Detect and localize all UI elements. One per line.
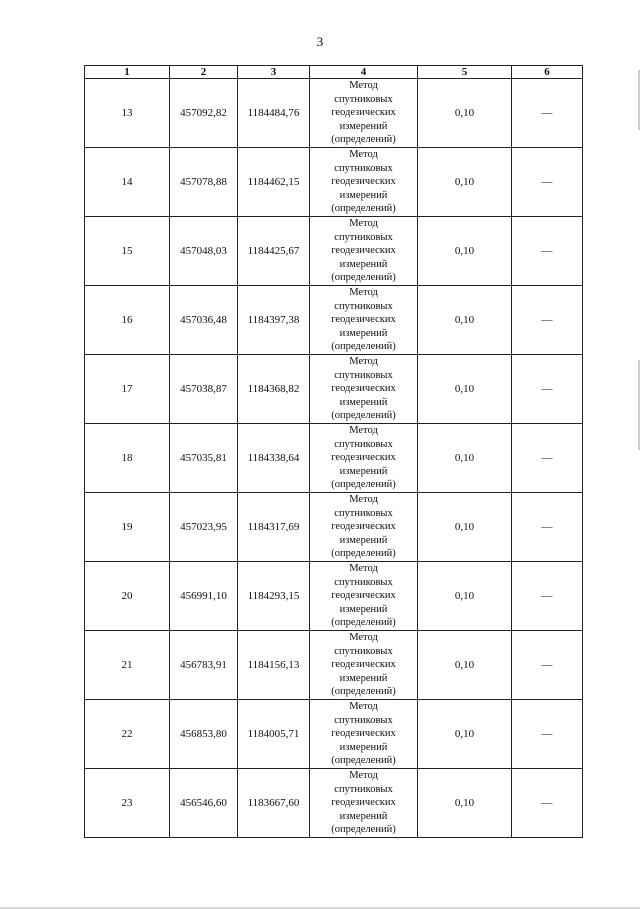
note-dash: — (541, 107, 553, 119)
point-number-cell: 14 (85, 148, 170, 217)
table-row (85, 286, 583, 355)
method-line: (определений) (331, 824, 396, 836)
note-dash: — (541, 383, 553, 395)
method-cell (310, 562, 418, 631)
method-line: геодезических (331, 797, 396, 809)
note-dash: — (541, 245, 553, 257)
note-cell (512, 217, 583, 286)
method-line: Метод (349, 770, 378, 782)
y-coordinate-cell: 1184156,13 (238, 631, 310, 700)
point-number-cell: 23 (85, 769, 170, 838)
method-cell (310, 700, 418, 769)
table-body (85, 79, 583, 838)
point-number-cell: 18 (85, 424, 170, 493)
y-coordinate-cell: 1184005,71 (238, 700, 310, 769)
note-dash: — (541, 176, 553, 188)
method-line: Метод (349, 218, 378, 230)
x-coordinate-cell: 456991,10 (170, 562, 238, 631)
note-cell (512, 286, 583, 355)
method-line: (определений) (331, 410, 396, 422)
method-cell (310, 286, 418, 355)
method-line: (определений) (331, 617, 396, 629)
method-line: спутниковых (334, 369, 393, 381)
note-cell (512, 424, 583, 493)
method-line: геодезических (331, 107, 396, 119)
note-dash: — (541, 659, 553, 671)
method-line: (определений) (331, 755, 396, 767)
y-coordinate-cell: 1184293,15 (238, 562, 310, 631)
column-header-4: 4 (310, 66, 418, 79)
y-coordinate-cell: 1184338,64 (238, 424, 310, 493)
method-line: измерений (339, 534, 388, 546)
method-line: (определений) (331, 203, 396, 215)
method-line: Метод (349, 563, 378, 575)
method-cell (310, 217, 418, 286)
table-row (85, 79, 583, 148)
note-cell (512, 493, 583, 562)
point-number-cell: 19 (85, 493, 170, 562)
method-cell (310, 355, 418, 424)
method-cell (310, 493, 418, 562)
x-coordinate-cell: 456546,60 (170, 769, 238, 838)
method-line: Метод (349, 425, 378, 437)
x-coordinate-cell: 457036,48 (170, 286, 238, 355)
note-cell (512, 700, 583, 769)
point-number-cell: 20 (85, 562, 170, 631)
method-cell (310, 631, 418, 700)
method-cell (310, 769, 418, 838)
table-header-row (85, 66, 583, 79)
point-number-cell: 21 (85, 631, 170, 700)
point-number-cell: 16 (85, 286, 170, 355)
method-line: спутниковых (334, 645, 393, 657)
accuracy-cell: 0,10 (418, 217, 512, 286)
note-cell (512, 148, 583, 217)
y-coordinate-cell: 1184462,15 (238, 148, 310, 217)
method-line: спутниковых (334, 162, 393, 174)
column-header-1: 1 (85, 66, 170, 79)
method-line: измерений (339, 603, 388, 615)
table-row (85, 631, 583, 700)
note-cell (512, 355, 583, 424)
method-line: спутниковых (334, 576, 393, 588)
method-line: измерений (339, 465, 388, 477)
table-row (85, 769, 583, 838)
y-coordinate-cell: 1184425,67 (238, 217, 310, 286)
note-dash: — (541, 452, 553, 464)
method-line: геодезических (331, 521, 396, 533)
x-coordinate-cell: 456853,80 (170, 700, 238, 769)
x-coordinate-cell: 457092,82 (170, 79, 238, 148)
point-number-cell: 15 (85, 217, 170, 286)
method-line: (определений) (331, 341, 396, 353)
table-row (85, 562, 583, 631)
method-line: измерений (339, 741, 388, 753)
method-line: Метод (349, 701, 378, 713)
note-dash: — (541, 521, 553, 533)
x-coordinate-cell: 457078,88 (170, 148, 238, 217)
method-line: Метод (349, 149, 378, 161)
accuracy-cell: 0,10 (418, 631, 512, 700)
method-line: геодезических (331, 176, 396, 188)
method-line: спутниковых (334, 783, 393, 795)
x-coordinate-cell: 456783,91 (170, 631, 238, 700)
y-coordinate-cell: 1184397,38 (238, 286, 310, 355)
table-row (85, 424, 583, 493)
accuracy-cell: 0,10 (418, 562, 512, 631)
method-cell (310, 424, 418, 493)
coordinates-table (84, 65, 583, 838)
method-line: измерений (339, 120, 388, 132)
method-line: спутниковых (334, 438, 393, 450)
method-line: геодезических (331, 659, 396, 671)
method-line: измерений (339, 396, 388, 408)
accuracy-cell: 0,10 (418, 493, 512, 562)
note-cell (512, 631, 583, 700)
y-coordinate-cell: 1184484,76 (238, 79, 310, 148)
table-row (85, 700, 583, 769)
note-dash: — (541, 590, 553, 602)
method-line: измерений (339, 258, 388, 270)
method-line: (определений) (331, 479, 396, 491)
x-coordinate-cell: 457048,03 (170, 217, 238, 286)
method-line: спутниковых (334, 714, 393, 726)
column-header-5: 5 (418, 66, 512, 79)
y-coordinate-cell: 1184368,82 (238, 355, 310, 424)
page-number: 3 (316, 34, 324, 49)
method-line: (определений) (331, 272, 396, 284)
method-line: Метод (349, 80, 378, 92)
note-dash: — (541, 797, 553, 809)
accuracy-cell: 0,10 (418, 355, 512, 424)
accuracy-cell: 0,10 (418, 700, 512, 769)
method-line: спутниковых (334, 231, 393, 243)
method-line: спутниковых (334, 93, 393, 105)
accuracy-cell: 0,10 (418, 286, 512, 355)
method-cell (310, 79, 418, 148)
method-cell (310, 148, 418, 217)
accuracy-cell: 0,10 (418, 148, 512, 217)
y-coordinate-cell: 1183667,60 (238, 769, 310, 838)
x-coordinate-cell: 457038,87 (170, 355, 238, 424)
accuracy-cell: 0,10 (418, 79, 512, 148)
point-number-cell: 17 (85, 355, 170, 424)
table-row (85, 355, 583, 424)
note-dash: — (541, 728, 553, 740)
table-row (85, 493, 583, 562)
accuracy-cell: 0,10 (418, 424, 512, 493)
y-coordinate-cell: 1184317,69 (238, 493, 310, 562)
note-cell (512, 79, 583, 148)
method-line: геодезических (331, 383, 396, 395)
method-line: измерений (339, 672, 388, 684)
method-line: (определений) (331, 686, 396, 698)
method-line: Метод (349, 494, 378, 506)
method-line: (определений) (331, 548, 396, 560)
accuracy-cell: 0,10 (418, 769, 512, 838)
point-number-cell: 22 (85, 700, 170, 769)
method-line: Метод (349, 356, 378, 368)
method-line: Метод (349, 287, 378, 299)
method-line: спутниковых (334, 300, 393, 312)
table-row (85, 148, 583, 217)
x-coordinate-cell: 457023,95 (170, 493, 238, 562)
note-cell (512, 769, 583, 838)
method-line: измерений (339, 189, 388, 201)
column-header-3: 3 (238, 66, 310, 79)
method-line: геодезических (331, 728, 396, 740)
note-dash: — (541, 314, 553, 326)
table-row (85, 217, 583, 286)
point-number-cell: 13 (85, 79, 170, 148)
method-line: спутниковых (334, 507, 393, 519)
method-line: Метод (349, 632, 378, 644)
column-header-2: 2 (170, 66, 238, 79)
method-line: (определений) (331, 134, 396, 146)
x-coordinate-cell: 457035,81 (170, 424, 238, 493)
method-line: измерений (339, 327, 388, 339)
column-header-6: 6 (512, 66, 583, 79)
method-line: геодезических (331, 590, 396, 602)
method-line: геодезических (331, 314, 396, 326)
method-line: геодезических (331, 245, 396, 257)
method-line: геодезических (331, 452, 396, 464)
method-line: измерений (339, 810, 388, 822)
note-cell (512, 562, 583, 631)
